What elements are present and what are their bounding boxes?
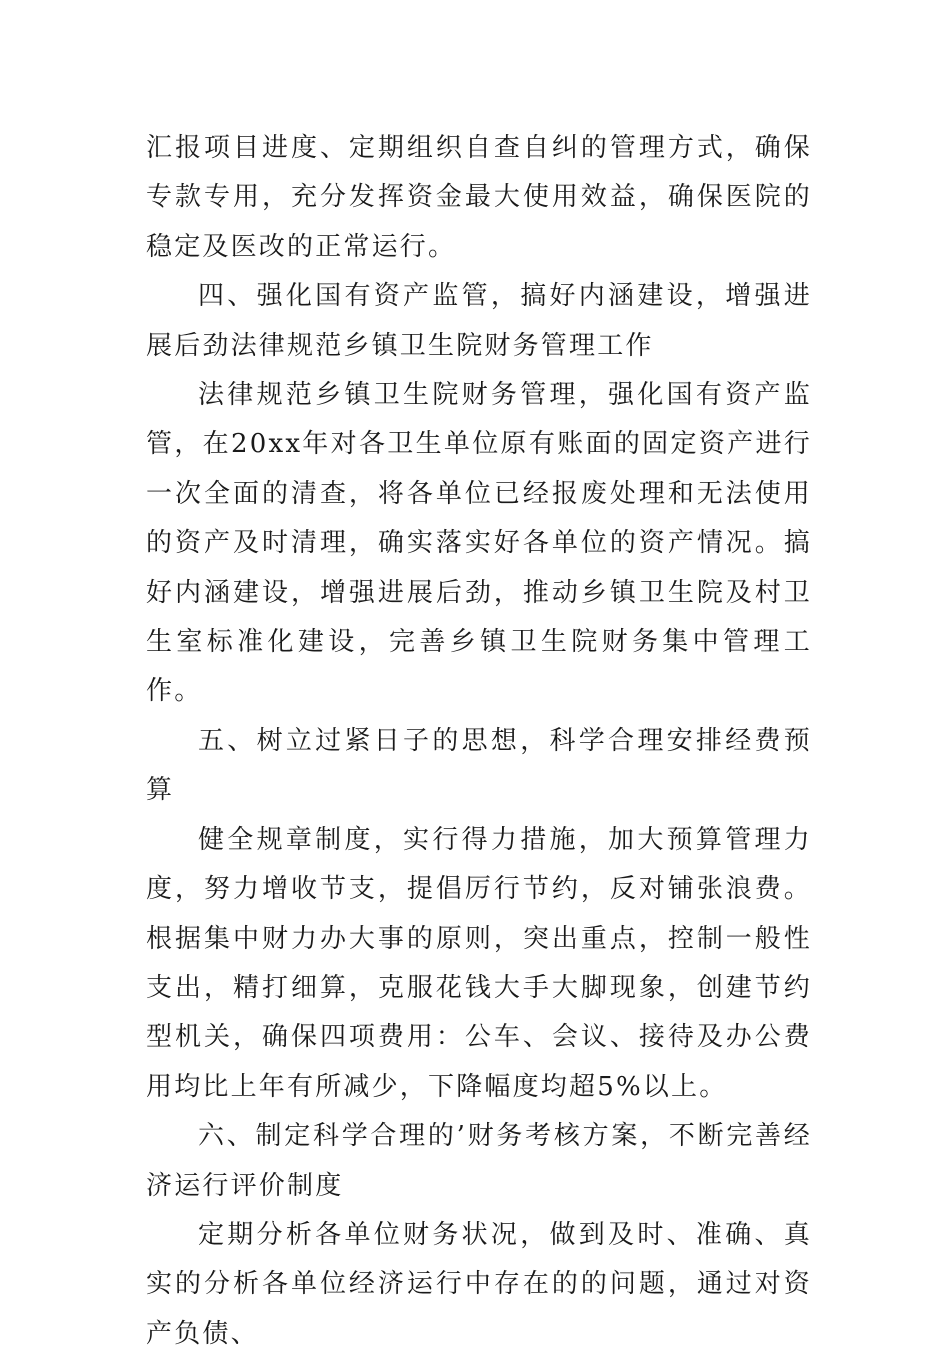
paragraph-asset-supervision: 法律规范乡镇卫生院财务管理，强化国有资产监管，在20xx年对各卫生单位原有账面的固定资产进行一次全面的清查，将各单位已经报废处理和无法使用的资产及时清理，确实落实好各单位的资产情况。搞好内涵建设，增强进展后劲，推动乡镇卫生院及村卫生室标准化建设，完善乡镇卫生院财务集中管理工作。: [146, 380, 812, 707]
document-body: [146, 124, 812, 1359]
section-heading-five: 五、树立过紧日子的思想，科学合理安排经费预算: [146, 725, 812, 806]
paragraph-financial-analysis: 定期分析各单位财务状况，做到及时、准确、真实的分析各单位经济运行中存在的的问题，通过对资产负债、: [146, 1219, 812, 1349]
paragraph-budget-management: 健全规章制度，实行得力措施，加大预算管理力度，努力增收节支，提倡厉行节约，反对铺张浪费。根据集中财力办大事的原则，突出重点，控制一般性支出，精打细算，克服花钱大手大脚现象，创建节约型机关，确保四项费用：公车、会议、接待及办公费用均比上年有所减少，下降幅度均超5%以上。: [146, 824, 812, 1102]
section-heading-six: 六、制定科学合理的’财务考核方案，不断完善经济运行评价制度: [146, 1121, 812, 1201]
section-heading-four: 四、强化国有资产监管，搞好内涵建设，增强进展后劲法律规范乡镇卫生院财务管理工作: [146, 281, 812, 361]
paragraph-project-report: 汇报项目进度、定期组织自查自纠的管理方式，确保专款专用，充分发挥资金最大使用效益，确保医院的稳定及医改的正常运行。: [146, 133, 812, 262]
